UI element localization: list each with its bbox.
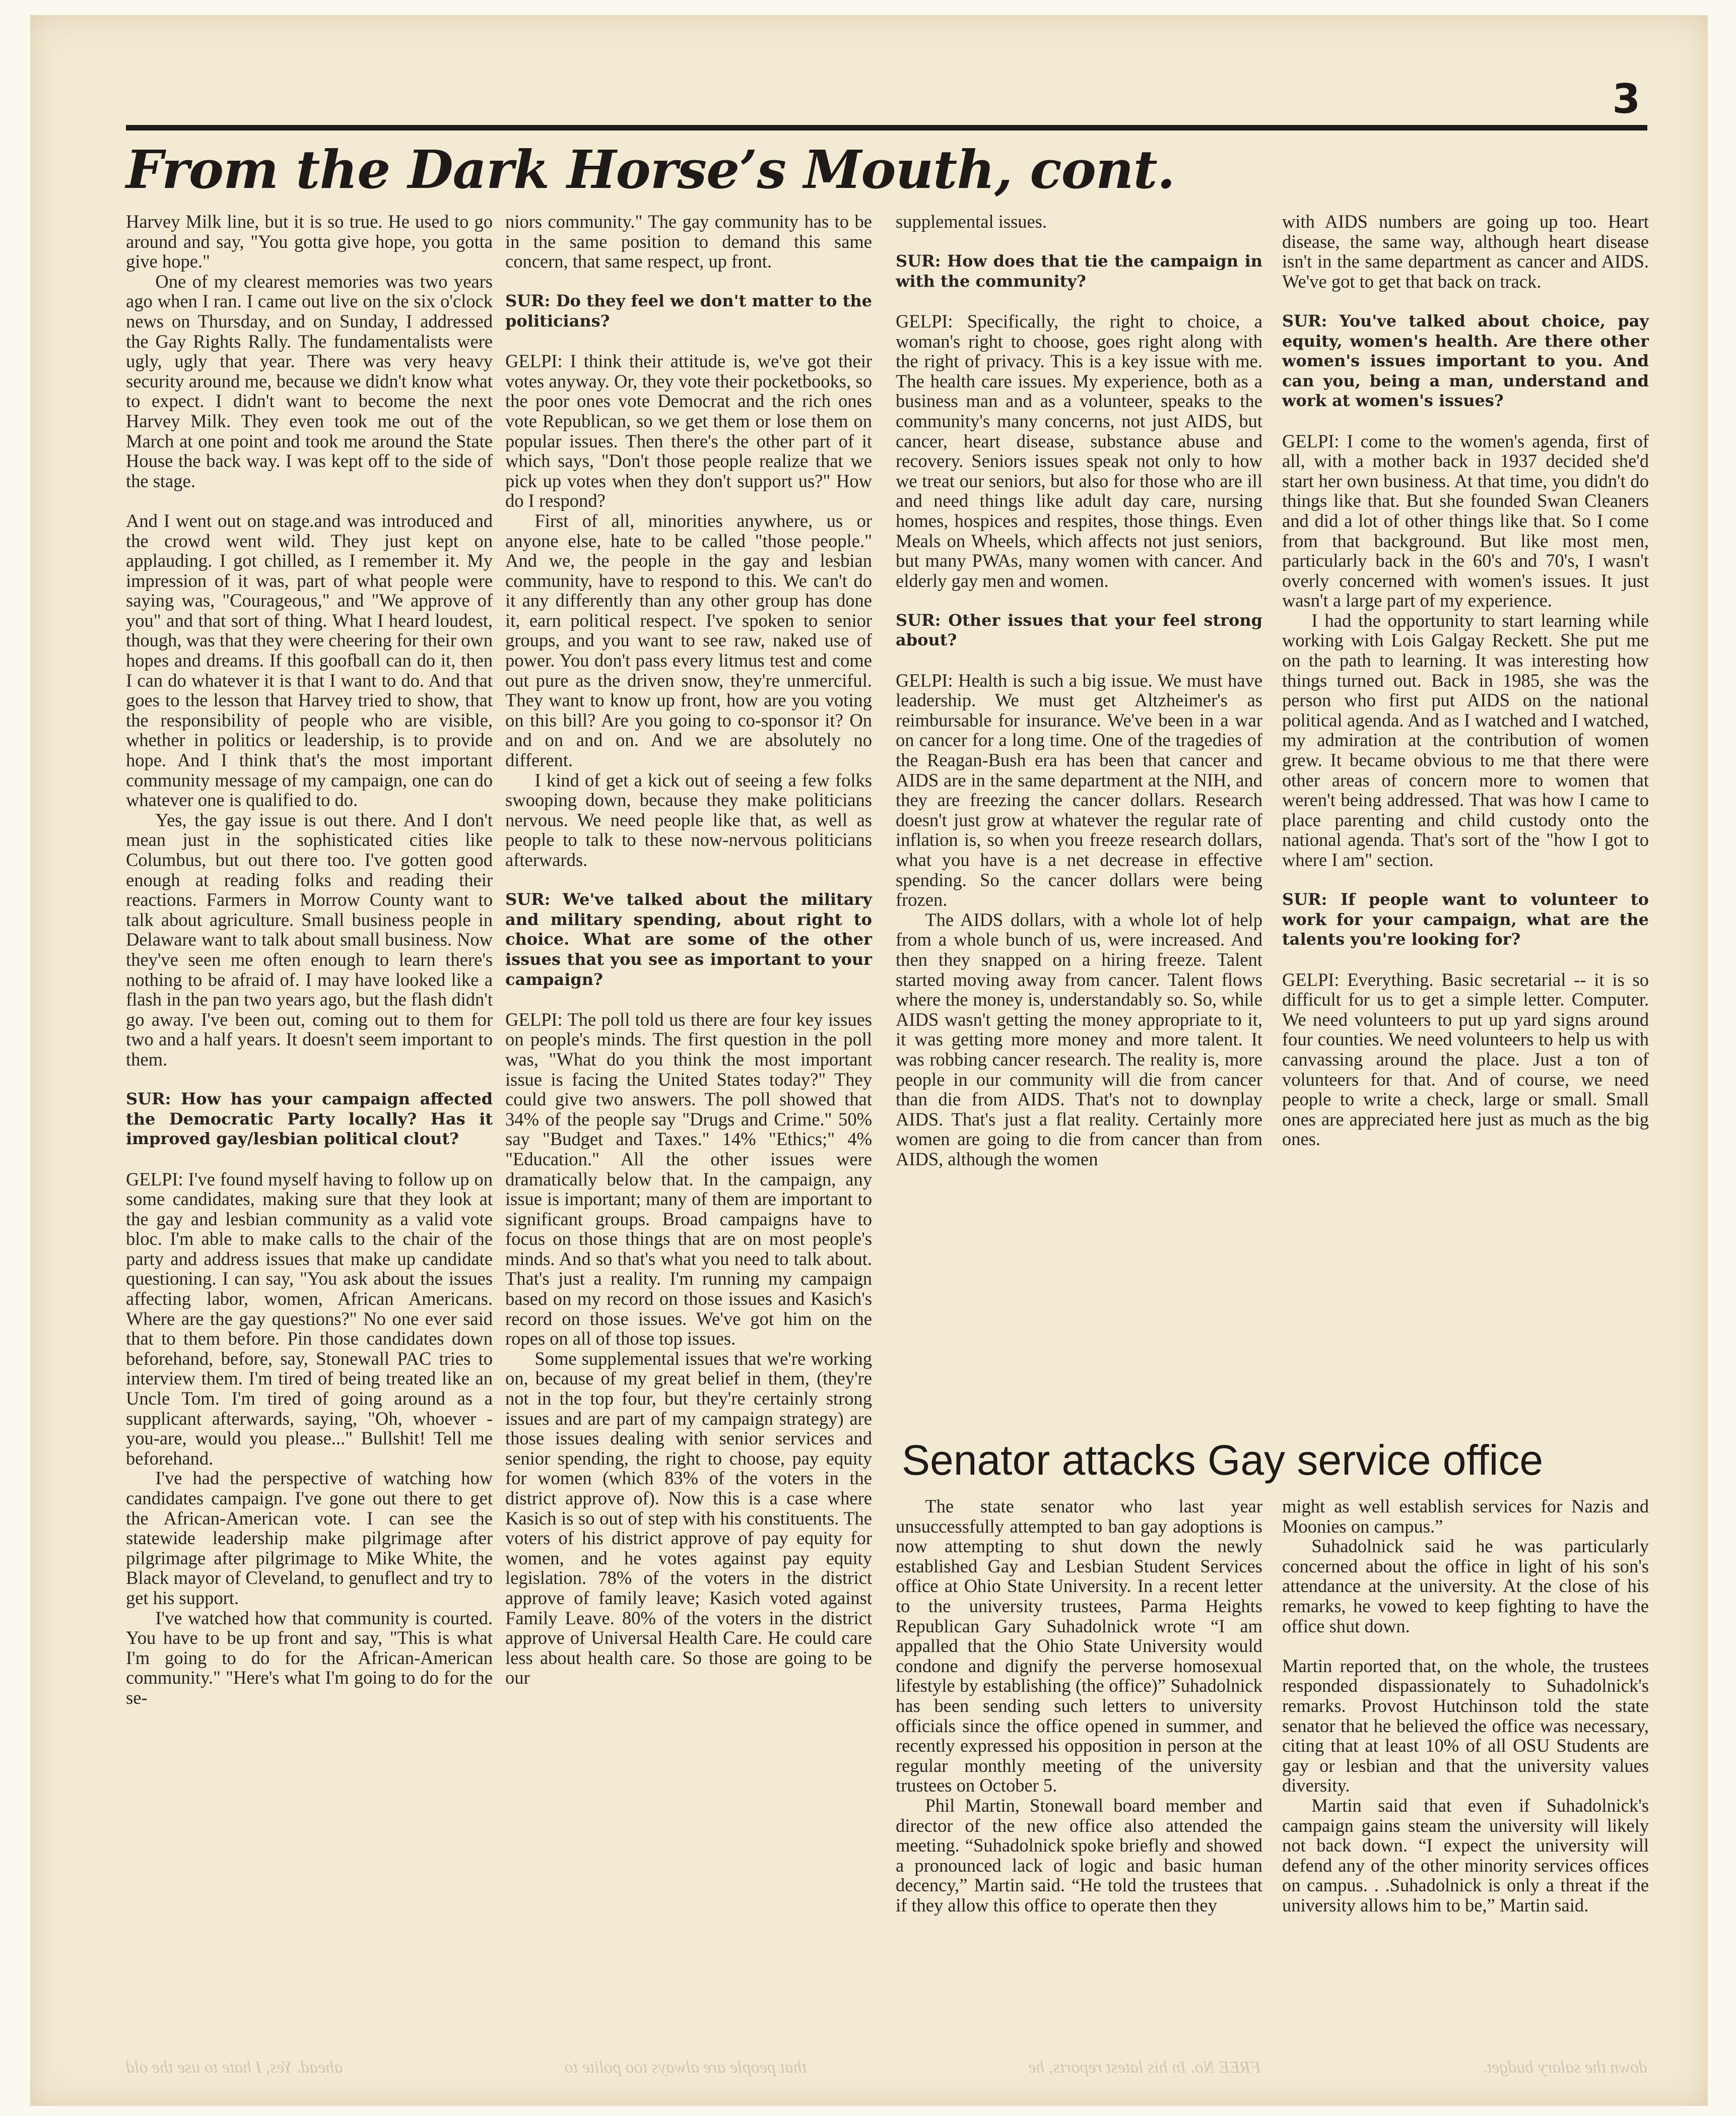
paragraph: GELPI: Everything. Basic secretarial -- it is so difficult for us to get a simple letter. Computer. We need volunteers to put up yard signs around four counties. We need volunteers to help us with canvassing around the place. Just a ton of volunteers for that. And of course, we need people to write a check, large or small. Small ones are appreciated here just as much as the big ones. bbox=[1282, 969, 1649, 1150]
interview-question: SUR: Other issues that your feel strong about? bbox=[896, 610, 1262, 650]
paragraph: The state senator who last year unsuccessfully attempted to ban gay adoptions is now attempting to shut down the newly established Gay and Lesbian Student Services office at Ohio State University. In a recent letter to the university trustees, Parma Heights Republican Gary Suhadolnick wrote “I am appalled that the Ohio State University would condone and dignify the perverse homosexual lifestyle by establishing (the office)” Suhadolnick has been sending such letters to university officials since the office opened in summer, and recently expressed his opposition in person at the regular monthly meeting of the university trustees on October 5. bbox=[896, 1496, 1262, 1796]
page-number: 3 bbox=[1612, 76, 1640, 122]
paragraph: GELPI: I think their attitude is, we've got their votes anyway. Or, they vote their pocketbooks, so the poor ones vote Democrat and the rich ones vote Republican, so we get them or lose them on popular issues. Then there's the other part of it which says, "Don't those people realize that we pick up votes when they don't support us?" How do I respond? bbox=[505, 351, 872, 511]
interview-question: SUR: How does that tie the campaign in with the community? bbox=[896, 251, 1262, 291]
paragraph: I've watched how that community is courted. You have to be up front and say, "This is what I'm going to do for the African-American community." "Here's what I'm going to do for the se- bbox=[126, 1607, 493, 1708]
bleed-line: that people are always too polite to bbox=[564, 2058, 807, 2077]
paragraph: supplemental issues. bbox=[896, 211, 1047, 232]
interview-column-2 bbox=[505, 212, 872, 1688]
paragraph: GELPI: I've found myself having to follow up on some candidates, making sure that they look at the gay and lesbian community as a valid vote bloc. I'm able to make calls to the chair of the party and address issues that make up candidate questioning. I can say, "You ask about the issues affecting labor, women, African Americans. Where are the gay questions?" No one ever said that to them before. Pin those candidates down beforehand, before, say, Stonewall PAC tries to interview them. I'm tired of being treated like an Uncle Tom. I'm tired of going around as a supplicant afterwards, saying, "Oh, whoever -you-are, would you please..." Bullshit! Tell me beforehand. bbox=[126, 1168, 493, 1469]
paragraph: And I went out on stage.and was introduced and the crowd went wild. They just kept on applauding. I got chilled, as I remember it. My impression of it was, part of what people were saying was, "Courageous," and "We approve of you" and that sort of thing. What I heard loudest, though, was that they were cheering for their own hopes and dreams. If this goofball can do it, then I can do whatever it is that I want to do. And that goes to the lesson that Harvey tried to show, that the responsibility of people who are visible, whether in politics or leadership, is to provide hope. And I think that's the most important community message of my campaign, one can do whatever one is qualified to do. bbox=[126, 510, 493, 811]
interview-question: SUR: We've talked about the military and military spending, about right to choice. What are some of the other issues that you see as important to your campaign? bbox=[505, 890, 872, 989]
paragraph: Martin reported that, on the whole, the trustees responded dispassionately to Suhadolnick's remarks. Provost Hutchinson told the state senator that he believed the office was necessary, citing that at least 10% of all OSU Students are gay or lesbian and that the university values diversity. bbox=[1282, 1655, 1649, 1796]
interview-question: SUR: You've talked about choice, pay equity, women's health. Are there other women's issues important to you. And can you, being a man, understand and work at women's issues? bbox=[1282, 311, 1649, 411]
header-rule bbox=[126, 125, 1647, 130]
interview-column-1 bbox=[126, 212, 493, 1708]
paragraph: I've had the perspective of watching how candidates campaign. I've gone out there to get the African-American vote. I can see the statewide leadership make pilgrimage after pilgrimage after pilgrimage to Mike White, the Black mayor of Cleveland, to genuflect and try to get his support. bbox=[126, 1468, 493, 1608]
interview-column-3 bbox=[896, 212, 1262, 1169]
paragraph: The AIDS dollars, with a whole lot of help from a whole bunch of us, were increased. And then they snapped on a hiring freeze. Talent started moving away from cancer. Talent flows where the money is, understandably so. So, while AIDS wasn't getting the money appropriate to it, it was getting more money and more talent. It was robbing cancer research. The reality is, more people in our community will die from cancer than die from AIDS. That's not to downplay AIDS. That's just a flat reality. Certainly more women are going to die from cancer than from AIDS, although the women bbox=[896, 909, 1262, 1169]
interview-question: SUR: If people want to volunteer to work for your campaign, what are the talents you're looking for? bbox=[1282, 890, 1649, 949]
bleed-line: down the salary budget. bbox=[1483, 2058, 1647, 2077]
bleed-line: FREE No. In his latest reports, he bbox=[1028, 2058, 1261, 2077]
bleed-through-text bbox=[126, 2058, 1647, 2077]
bleed-line: ahead. Yes, I hate to use the old bbox=[126, 2058, 343, 2077]
paragraph: GELPI: Specifically, the right to choice, a woman's right to choose, goes right along with the right of privacy. This is a key issue with me. The health care issues. My experience, both as a business man and as a volunteer, speaks to the community's many concerns, not just AIDS, but cancer, heart disease, substance abuse and recovery. Seniors issues speak not only to how we treat our seniors, but also for those who are ill and need things like adult day care, nursing homes, hospices and respites, those things. Even Meals on Wheels, which affects not just seniors, but many PWAs, many women with cancer. And elderly gay men and women. bbox=[896, 310, 1262, 591]
paragraph: I kind of get a kick out of seeing a few folks swooping down, because they make politicians nervous. We need people like that, as well as people to talk to these now-nervous politicians afterwards. bbox=[505, 769, 872, 870]
article-headline: Senator attacks Gay service office bbox=[902, 1436, 1544, 1484]
interview-column-4 bbox=[1282, 212, 1649, 1149]
paragraph: First of all, minorities anywhere, us or anyone else, hate to be called "those people." And we, the people in the gay and lesbian community, have to respond to this. We can't do it any differently than any other group has done it, earn political respect. I've spoken to senior groups, and you want to see raw, naked use of power. You don't pass every litmus test and come out pure as the driven snow, they're unmerciful. They want to know up front, how are you voting on this bill? Are you going to co-sponsor it? On and on and on. And we are absolutely no different. bbox=[505, 510, 872, 771]
paragraph: Yes, the gay issue is out there. And I don't mean just in the sophisticated cities like Columbus, but out there too. I've gotten good enough at reading folks and reading their reactions. Farmers in Morrow County want to talk about agriculture. Small business people in Delaware want to talk about small business. Now they've seen me often enough to learn there's nothing to be afraid of. I may have looked like a flash in the pan two years ago, but the flash didn't go away. I've been out, coming out to them for two and a half years. It doesn't seem important to them. bbox=[126, 809, 493, 1070]
interview-question: SUR: Do they feel we don't matter to the politicians? bbox=[505, 291, 872, 330]
article-column-2 bbox=[1282, 1496, 1649, 1915]
paragraph: I had the opportunity to start learning while working with Lois Galgay Reckett. She put me on the path to learning. It was interesting how things turned out. Back in 1985, she was the person who first put AIDS on the national political agenda. And as I watched and I watched, my admiration at the contribution of women grew. It became obvious to me that there were other areas of concern more to women that weren't being addressed. That was how I came to place parenting and child custody onto the national agenda. That's sort of the "how I got to where I am" section. bbox=[1282, 610, 1649, 870]
paragraph: One of my clearest memories was two years ago when I ran. I came out live on the six o'clock news on Thursday, and on Sunday, I addressed the Gay Rights Rally. The fundamentalists were ugly, ugly that year. There was very heavy security around me, because we didn't know what to expect. I didn't want to become the next Harvey Milk. They even took me out of the March at one point and took me around the State House the back way. I was kept off to the side of the stage. bbox=[126, 271, 493, 491]
paragraph: GELPI: The poll told us there are four key issues on people's minds. The first question in the poll was, "What do you think the most important issue is facing the United States today?" They could give two answers. The poll showed that 34% of the people say "Drugs and Crime." 50% say "Budget and Taxes." 14% "Ethics;" 4% "Education." All the other issues were dramatically below that. In the campaign, any issue is important; many of them are important to significant groups. Broad campaigns have to focus on those things that are on most people's minds. And so that's what you need to talk about. That's just a reality. I'm running my campaign based on my record on those issues and Kasich's record on those issues. We've got him on the ropes on all of those top issues. bbox=[505, 1009, 872, 1349]
paragraph: GELPI: I come to the women's agenda, first of all, with a mother back in 1937 decided she'd start her own business. At that time, you didn't do things like that. But she founded Swan Cleaners and did a lot of other things like that. So I come from that background. But like most men, particularly back in the 60's and 70's, I wasn't overly concerned with women's issues. It just wasn't a large part of my experience. bbox=[1282, 430, 1649, 611]
paragraph: Phil Martin, Stonewall board member and director of the new office also attended the meeting. “Suhadolnick spoke briefly and showed a pronounced lack of logic and basic human decency,” Martin said. “He told the trustees that if they allow this office to operate then they bbox=[896, 1795, 1262, 1915]
paragraph: with AIDS numbers are going up too. Heart disease, the same way, although heart disease isn't in the same department as cancer and AIDS. We've got to get that back on track. bbox=[1282, 211, 1649, 292]
paragraph: Some supplemental issues that we're working on, because of my great belief in them, (they're not in the top four, but they're certainly strong issues and are part of my campaign strategy) are those issues dealing with senior services and senior spending, the right to choose, pay equity for women (which 83% of the voters in the district approve of). Now this is a case where Kasich is so out of step with his constituents. The voters of his district approve of pay equity for women, and he votes against pay equity legislation. 78% of the voters in the district approve of family leave; Kasich voted against Family Leave. 80% of the voters in the district approve of Universal Health Care. He could care less about health care. So those are going to be our bbox=[505, 1348, 872, 1688]
paragraph: Martin said that even if Suhadolnick's campaign gains steam the university will likely not back down. “I expect the university will defend any of the other minority services offices on campus. . .Suhadolnick is only a threat if the university allows him to be,” Martin said. bbox=[1282, 1795, 1649, 1915]
paragraph: Suhadolnick said he was particularly concerned about the office in light of his son's attendance at the university. At the close of his remarks, he vowed to keep fighting to have the office shut down. bbox=[1282, 1536, 1649, 1636]
paragraph: GELPI: Health is such a big issue. We must have leadership. We must get Altzheimer's as reimbursable for insurance. We've been in a war on cancer for a long time. One of the tragedies of the Reagan-Bush era has been that cancer and AIDS are in the same department at the NIH, and they are freezing the cancer dollars. Research doesn't just grow at whatever the regular rate of inflation is, so when you freeze research dollars, what you have is a net decrease in effective spending. So the cancer dollars were being frozen. bbox=[896, 670, 1262, 910]
paragraph: niors community." The gay community has to be in the same position to demand this same concern, that same respect, up front. bbox=[505, 211, 872, 272]
paragraph: Harvey Milk line, but it is so true. He used to go around and say, "You gotta give hope, you gotta give hope." bbox=[126, 211, 493, 272]
interview-question: SUR: How has your campaign affected the Democratic Party locally? Has it improved gay/lesbian political clout? bbox=[126, 1089, 493, 1149]
article-column-1 bbox=[896, 1496, 1262, 1915]
interview-headline: From the Dark Horse’s Mouth, cont. bbox=[126, 139, 1175, 201]
paragraph: might as well establish services for Nazis and Moonies on campus.” bbox=[1282, 1496, 1649, 1537]
